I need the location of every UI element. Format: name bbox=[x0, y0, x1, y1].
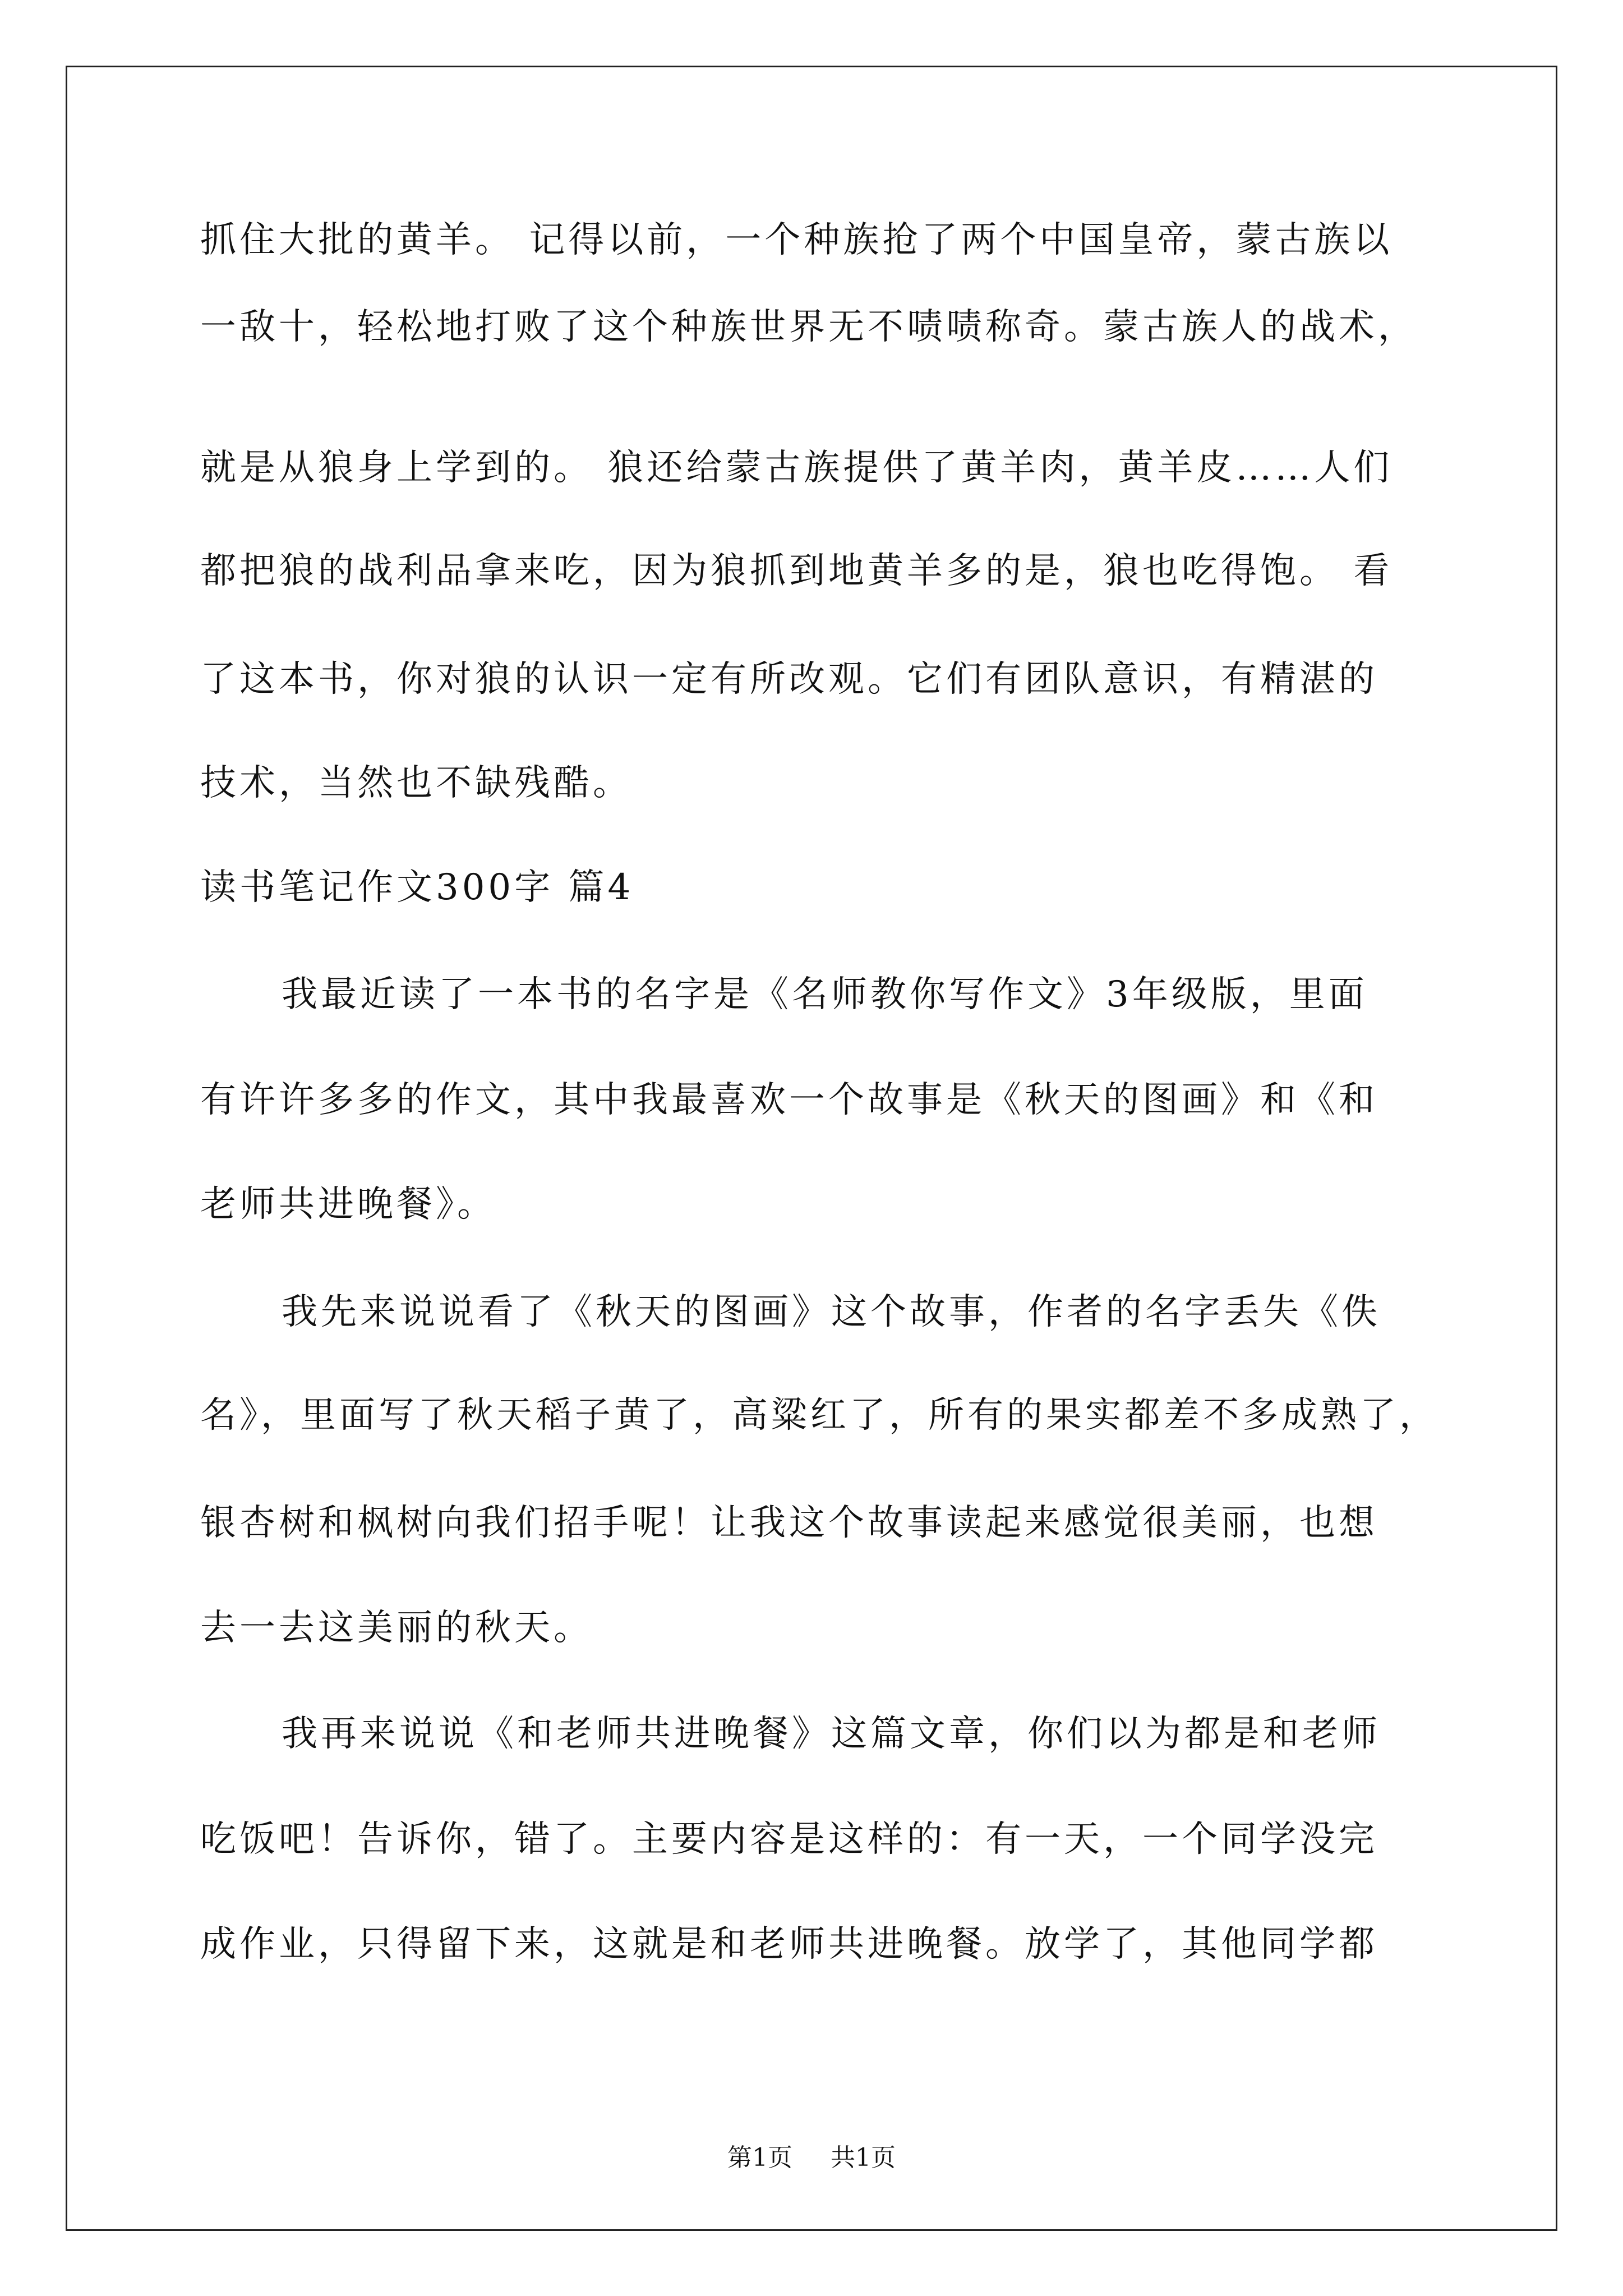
body-text-line: 抓住大批的黄羊。 记得以前，一个种族抢了两个中国皇帝，蒙古族以 bbox=[200, 219, 1393, 261]
paragraph-first-line: 我再来说说《和老师共进晚餐》这篇文章，你们以为都是和老师 bbox=[282, 1713, 1381, 1755]
body-text-line: 老师共进晚餐》。 bbox=[200, 1184, 496, 1225]
body-text-line: 银杏树和枫树向我们招手呢！让我这个故事读起来感觉很美丽，也想 bbox=[200, 1502, 1378, 1544]
body-text-line: 都把狼的战利品拿来吃，因为狼抓到地黄羊多的是，狼也吃得饱。 看 bbox=[200, 550, 1393, 592]
body-text-line: 了这本书，你对狼的认识一定有所改观。它们有团队意识，有精湛的 bbox=[200, 659, 1378, 700]
body-text-line: 技术，当然也不缺残酷。 bbox=[200, 762, 632, 804]
paragraph-first-line: 我最近读了一本书的名字是《名师教你写作文》3年级版，里面 bbox=[282, 974, 1368, 1015]
page-number: 第1页 bbox=[727, 2143, 792, 2172]
paragraph-first-line: 我先来说说看了《秋天的图画》这个故事，作者的名字丢失《佚 bbox=[282, 1291, 1381, 1333]
page-border bbox=[66, 66, 1557, 2231]
section-heading: 读书笔记作文300字 篇4 bbox=[200, 867, 634, 908]
body-text-line: 吃饭吧！告诉你，错了。主要内容是这样的：有一天，一个同学没完 bbox=[200, 1819, 1378, 1860]
body-text-line: 去一去这美丽的秋天。 bbox=[200, 1607, 593, 1649]
body-text-line: 一敌十，轻松地打败了这个种族世界无不啧啧称奇。蒙古族人的战术， bbox=[200, 306, 1417, 348]
body-text-line: 有许许多多的作文，其中我最喜欢一个故事是《秋天的图画》和《和 bbox=[200, 1079, 1378, 1121]
body-text-line: 成作业，只得留下来，这就是和老师共进晚餐。放学了，其他同学都 bbox=[200, 1924, 1378, 1965]
body-text-line: 就是从狼身上学到的。 狼还给蒙古族提供了黄羊肉，黄羊皮……人们 bbox=[200, 447, 1393, 489]
body-text-line: 名》，里面写了秋天稻子黄了，高粱红了，所有的果实都差不多成熟了， bbox=[200, 1395, 1438, 1436]
page-footer bbox=[0, 2137, 1623, 2173]
page-total: 共1页 bbox=[831, 2143, 896, 2172]
